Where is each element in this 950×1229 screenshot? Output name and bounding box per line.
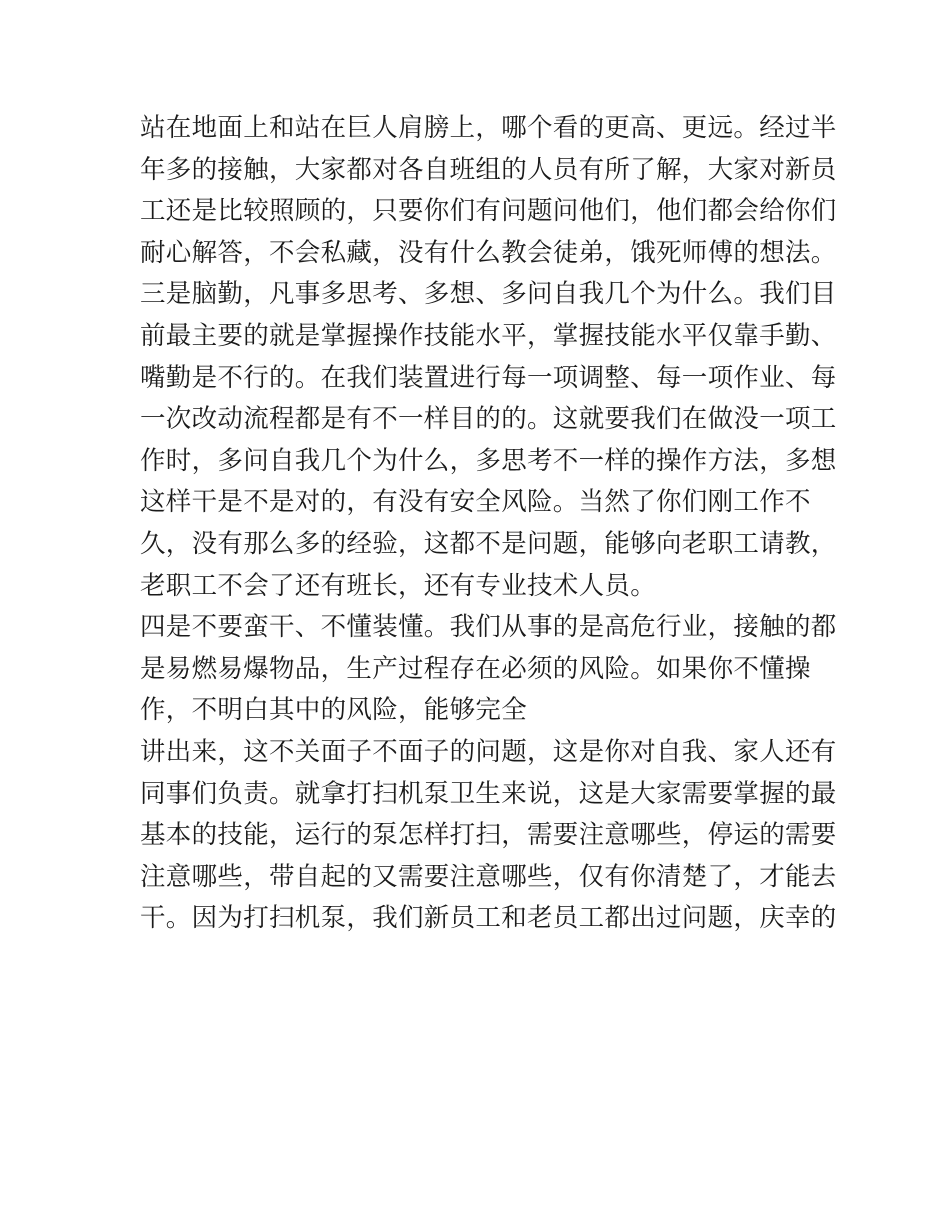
text-line: 作时，多问自我几个为什么，多思考不一样的操作方法，多想 <box>140 445 837 476</box>
text-line: 年多的接触，大家都对各自班组的人员有所了解，大家对新员 <box>140 154 837 185</box>
text-line: 四是不要蛮干、不懂装懂。我们从事的是高危行业，接触的都 <box>140 612 837 643</box>
text-line: 同事们负责。就拿打扫机泵卫生来说，这是大家需要掌握的最 <box>140 778 837 809</box>
text-line: 这样干是不是对的，有没有安全风险。当然了你们刚工作不 <box>140 487 811 518</box>
text-line: 一次改动流程都是有不一样目的的。这就要我们在做没一项工 <box>140 404 837 435</box>
text-line: 工还是比较照顾的，只要你们有问题问他们，他们都会给你们 <box>140 196 837 227</box>
text-line: 久，没有那么多的经验，这都不是问题，能够向老职工请教， <box>140 528 837 559</box>
text-line: 注意哪些，带自起的又需要注意哪些，仅有你清楚了，才能去 <box>140 861 837 892</box>
text-line: 嘴勤是不行的。在我们装置进行每一项调整、每一项作业、每 <box>140 362 837 393</box>
body-text <box>140 108 837 940</box>
text-line: 耐心解答，不会私藏，没有什么教会徒弟，饿死师傅的想法。 <box>140 237 837 268</box>
text-line: 站在地面上和站在巨人肩膀上，哪个看的更高、更远。经过半 <box>140 113 837 143</box>
text-line: 是易燃易爆物品，生产过程存在必须的风险。如果你不懂操 <box>140 653 811 684</box>
text-line: 作，不明白其中的风险，能够完全 <box>140 695 528 726</box>
text-line: 前最主要的就是掌握操作技能水平，掌握技能水平仅靠手勤、 <box>140 320 837 351</box>
text-line: 干。因为打扫机泵，我们新员工和老员工都出过问题，庆幸的 <box>140 903 837 934</box>
text-line: 基本的技能，运行的泵怎样打扫，需要注意哪些，停运的需要 <box>140 820 837 851</box>
text-line: 讲出来，这不关面子不面子的问题，这是你对自我、家人还有 <box>140 736 837 767</box>
text-line: 三是脑勤，凡事多思考、多想、多问自我几个为什么。我们目 <box>140 279 837 310</box>
text-line: 老职工不会了还有班长，还有专业技术人员。 <box>140 570 657 601</box>
